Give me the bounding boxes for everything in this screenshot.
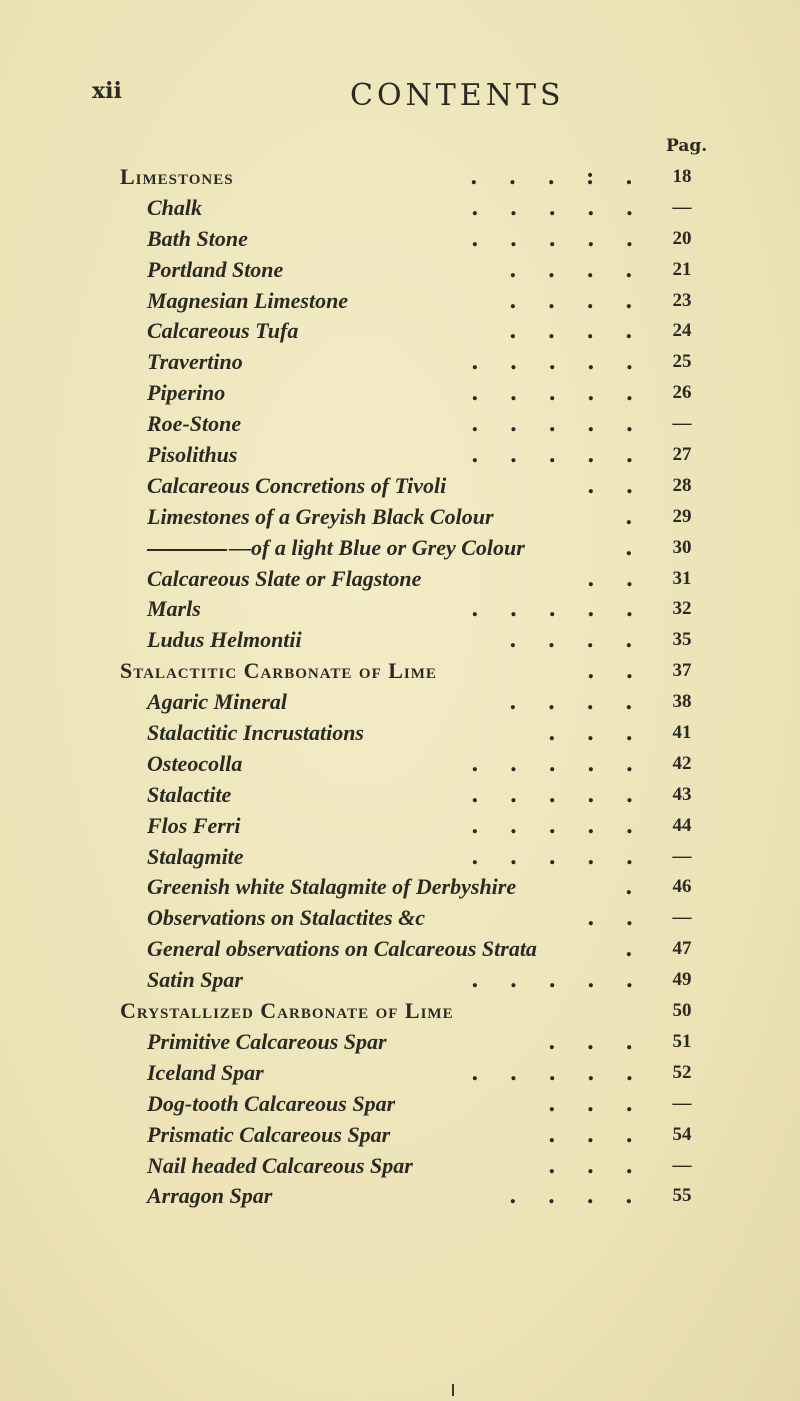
toc-entry	[0, 504, 800, 535]
toc-entry	[0, 318, 800, 349]
page-number: 28	[672, 474, 692, 496]
entry-title: Primitive Calcareous Spar	[147, 1028, 387, 1054]
leader-dots: ..	[587, 565, 665, 592]
toc-entry	[0, 1029, 800, 1060]
page-number: 41	[672, 722, 692, 744]
toc-entry	[0, 967, 800, 998]
toc-entry	[0, 1183, 800, 1214]
page-number: —	[672, 845, 692, 867]
leader-dots: .....	[471, 411, 665, 438]
page-number: 49	[672, 969, 692, 991]
page-header	[0, 78, 800, 118]
page-number: 24	[672, 320, 692, 342]
leader-dots: ....	[509, 287, 664, 314]
leader-dots: .....	[471, 750, 665, 777]
entry-title: Travertino	[147, 349, 243, 375]
page-number: —	[672, 907, 692, 929]
print-mark	[452, 1384, 454, 1396]
section-heading: Crystallized Carbonate of Lime	[120, 998, 454, 1024]
page-number: 42	[672, 752, 692, 774]
toc-entry	[0, 566, 800, 597]
page-number: 44	[672, 814, 692, 836]
page-number: 37	[672, 660, 692, 682]
page-number: 30	[672, 536, 692, 558]
entry-title: Stalagmite	[147, 843, 244, 869]
toc-entry	[0, 813, 800, 844]
toc-entry	[0, 257, 800, 288]
toc-entry	[0, 1153, 800, 1184]
toc-entry	[0, 288, 800, 319]
entry-title: Magnesian Limestone	[147, 287, 349, 313]
toc-entry	[0, 411, 800, 442]
ditto-rule	[147, 549, 227, 551]
leader-dots: ....	[509, 689, 664, 716]
entry-title: Nail headed Calcareous Spar	[147, 1152, 413, 1178]
page-number: 31	[672, 567, 692, 589]
toc-entry	[0, 627, 800, 658]
toc-entry	[0, 720, 800, 751]
page-number: 54	[672, 1123, 692, 1145]
leader-dots: .....	[471, 349, 665, 376]
entry-title: Limestones of a Greyish Black Colour	[147, 503, 494, 529]
folio-number: xii	[92, 78, 122, 104]
leader-dots: ...	[548, 1028, 664, 1055]
toc-entry	[0, 1091, 800, 1122]
leader-dots: ....	[509, 256, 664, 283]
leader-dots: .	[625, 936, 664, 963]
toc-entry	[0, 442, 800, 473]
entry-title: Roe-Stone	[147, 411, 242, 437]
page-number: —	[672, 1154, 692, 1176]
toc-entry	[0, 998, 800, 1029]
leader-dots: .....	[471, 967, 665, 994]
entry-title: Osteocolla	[147, 750, 243, 776]
entry-title: Dog-tooth Calcareous Spar	[147, 1090, 396, 1116]
page-number: 32	[672, 598, 692, 620]
entry-title: Marls	[147, 596, 201, 622]
toc-entry	[0, 1122, 800, 1153]
leader-dots: .	[625, 874, 664, 901]
toc-entry	[0, 689, 800, 720]
table-of-contents	[0, 164, 800, 1214]
toc-entry	[0, 658, 800, 689]
entry-title: Flos Ferri	[147, 812, 241, 838]
toc-entry	[0, 936, 800, 967]
leader-dots: .	[625, 503, 664, 530]
page-number: 55	[672, 1185, 692, 1207]
entry-title: Stalactite	[147, 781, 232, 807]
toc-entry	[0, 195, 800, 226]
leader-dots: ..	[587, 905, 665, 932]
entry-title: Calcareous Tufa	[147, 318, 299, 344]
entry-title: Portland Stone	[147, 256, 284, 282]
page-number: 43	[672, 783, 692, 805]
toc-entry	[0, 164, 800, 195]
entry-title: Pisolithus	[147, 442, 238, 468]
entry-title: Chalk	[147, 194, 203, 220]
running-head: CONTENTS	[350, 78, 565, 113]
leader-dots: ...	[548, 1152, 664, 1179]
leader-dots: ...	[548, 1090, 664, 1117]
toc-entry	[0, 751, 800, 782]
toc-entry	[0, 380, 800, 411]
leader-dots: ...	[548, 1121, 664, 1148]
entry-title: Arragon Spar	[147, 1183, 273, 1209]
toc-entry	[0, 905, 800, 936]
toc-entry	[0, 226, 800, 257]
leader-dots: .....	[471, 812, 665, 839]
entry-title: Agaric Mineral	[147, 689, 287, 715]
leader-dots: .	[625, 534, 664, 561]
page-number: 38	[672, 691, 692, 713]
toc-entry	[0, 874, 800, 905]
page-column-label: Pag.	[666, 136, 708, 156]
page-number: 47	[672, 938, 692, 960]
leader-dots: ....	[509, 627, 664, 654]
leader-dots: .....	[471, 1059, 665, 1086]
toc-entry	[0, 473, 800, 504]
page-number: 20	[672, 227, 692, 249]
entry-title: General observations on Calcareous Strata	[147, 936, 537, 962]
leader-dots: .....	[471, 781, 665, 808]
page-number: 35	[672, 629, 692, 651]
page-number: —	[672, 413, 692, 435]
entry-title: Satin Spar	[147, 967, 243, 993]
entry-title: Prismatic Calcareous Spar	[147, 1121, 391, 1147]
page-number: 26	[672, 382, 692, 404]
leader-dots: .....	[471, 225, 665, 252]
section-heading: Limestones	[120, 164, 234, 189]
toc-entry	[0, 844, 800, 875]
page-number: —	[672, 196, 692, 218]
leader-dots: .....	[471, 843, 665, 870]
entry-title: Calcareous Slate or Flagstone	[147, 565, 422, 591]
entry-title: Calcareous Concretions of Tivoli	[147, 472, 447, 498]
entry-title: —of a light Blue or Grey Colour	[147, 535, 525, 561]
leader-dots: .....	[471, 442, 665, 469]
toc-entry	[0, 1060, 800, 1091]
leader-dots: .....	[471, 380, 665, 407]
toc-entry	[0, 535, 800, 566]
leader-dots: ....	[509, 1183, 664, 1210]
page-number: 46	[672, 876, 692, 898]
entry-title: Ludus Helmontii	[147, 627, 302, 653]
page-number: 27	[672, 444, 692, 466]
leader-dots: ...	[548, 720, 664, 747]
leader-dots: .....	[471, 596, 665, 623]
entry-title: Greenish white Stalagmite of Derbyshire	[147, 874, 517, 900]
page-number: 29	[672, 505, 692, 527]
toc-entry	[0, 782, 800, 813]
page-number: 25	[672, 351, 692, 373]
page-number: 23	[672, 289, 692, 311]
page-number: 50	[672, 1000, 692, 1022]
leader-dots: ..	[587, 472, 665, 499]
leader-dots: ...:.	[470, 164, 664, 190]
entry-title: Iceland Spar	[147, 1059, 264, 1085]
toc-entry	[0, 349, 800, 380]
page-number: 21	[672, 258, 692, 280]
page-number: 52	[672, 1061, 692, 1083]
entry-title: Stalactitic Incrustations	[147, 720, 364, 746]
leader-dots: .....	[471, 194, 665, 221]
entry-title: Bath Stone	[147, 225, 248, 251]
entry-title: Piperino	[147, 380, 226, 406]
leader-dots: ....	[509, 318, 664, 345]
toc-entry	[0, 596, 800, 627]
entry-title: Observations on Stalactites &c	[147, 905, 426, 931]
page-number: 18	[672, 166, 692, 187]
section-heading: Stalactitic Carbonate of Lime	[120, 658, 437, 684]
leader-dots: ..	[587, 658, 665, 685]
page-number: 51	[672, 1030, 692, 1052]
page-number: —	[672, 1092, 692, 1114]
